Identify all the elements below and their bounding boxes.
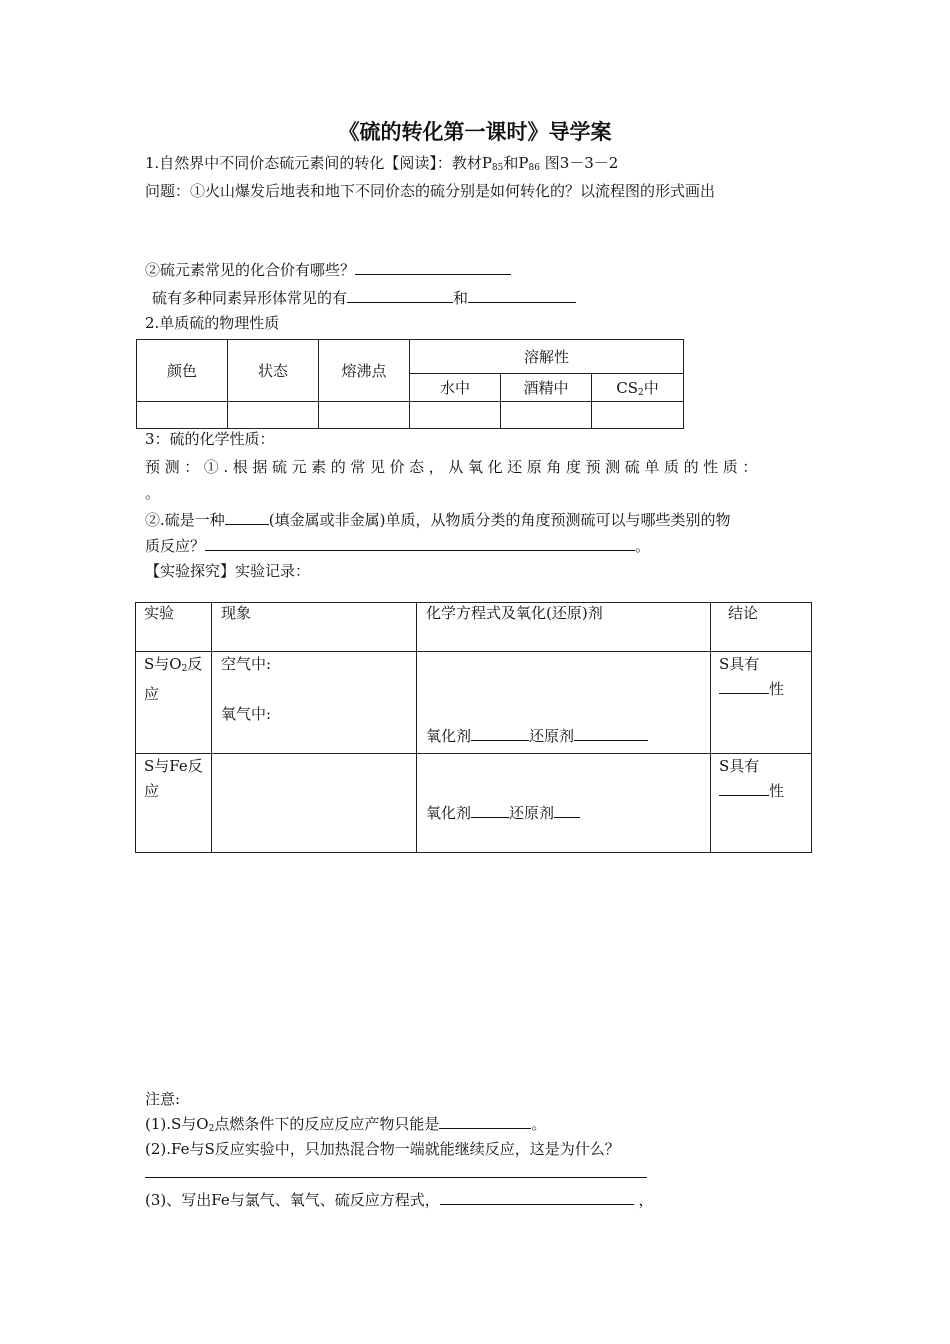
prediction-2-end: 。 <box>635 537 651 555</box>
conclusion-2-suffix: 性 <box>769 782 785 800</box>
header-cs2 <box>592 374 684 402</box>
header-cs2-text: CS <box>616 379 638 397</box>
header-experiment <box>136 603 212 652</box>
question-valence-text: ②硫元素常见的化合价有哪些？ <box>145 261 356 279</box>
header-experiment-text: 实验 <box>144 604 175 622</box>
section-1-text-a: 1.自然界中不同价态硫元素间的转化【阅读】：教材P <box>145 154 492 172</box>
question-valence <box>145 258 511 281</box>
row-s-o2-experiment <box>136 652 212 754</box>
row-s-fe-phenomenon[interactable] <box>212 754 417 853</box>
prediction-1: 预测：①.根据硫元素的常见价态，从氧化还原角度预测硫单质的性质： <box>145 458 762 476</box>
row-s-o2-equation[interactable] <box>417 652 711 754</box>
header-phenomenon-text: 现象 <box>221 604 252 622</box>
row-s-fe-label-b: 应 <box>144 782 160 800</box>
question-volcano: 问题：①火山爆发后地表和地下不同价态的硫分别是如何转化的？以流程图的形式画出 <box>145 182 716 200</box>
answer-cell-melting-point[interactable] <box>319 402 410 429</box>
reductant-label-2: 还原剂 <box>509 804 555 822</box>
conclusion-1-suffix: 性 <box>769 680 785 698</box>
prediction-2-text-b: (填金属或非金属)单质，从物质分类的角度预测硫可以与哪些类别的物 <box>268 511 731 529</box>
row-s-o2-label-c: 应 <box>144 685 160 703</box>
note-1-text-b: 点燃条件下的反应反应产物只能是 <box>214 1115 440 1133</box>
header-solubility: 溶解性 <box>410 340 684 374</box>
answer-cell-cs2[interactable] <box>592 402 684 429</box>
answer-blank-product[interactable] <box>439 1112 531 1129</box>
row-s-fe-experiment <box>136 754 212 853</box>
prediction-2 <box>145 508 731 531</box>
answer-blank-reactant-classes[interactable] <box>205 534 635 551</box>
row-s-o2-agents <box>417 652 710 747</box>
answer-blank-allotrope-2[interactable] <box>468 286 576 303</box>
prediction-2-text-a: ②.硫是一种 <box>145 511 225 529</box>
section-1-heading <box>145 152 618 179</box>
note-1-sub: 2 <box>208 1124 215 1134</box>
physical-properties-table <box>136 339 684 429</box>
section-2-heading: 2.单质硫的物理性质 <box>145 314 280 332</box>
row-s-o2-label-sub: 2 <box>181 664 188 674</box>
answer-cell-water[interactable] <box>410 402 501 429</box>
header-equation <box>417 603 711 652</box>
page-title: 《硫的转化第一课时》导学案 <box>338 119 612 144</box>
note-1-text-a: (1).S与O <box>145 1115 209 1133</box>
answer-blank-reductant-2[interactable] <box>554 801 580 818</box>
reductant-label-1: 还原剂 <box>529 727 575 745</box>
header-equation-text: 化学方程式及氧化(还原)剂 <box>426 604 603 622</box>
answer-blank-property-2[interactable] <box>719 779 769 796</box>
header-conclusion-text: 结论 <box>728 604 759 622</box>
conclusion-2-label: S具有 <box>719 757 760 775</box>
answer-blank-oxidant-2[interactable] <box>471 801 509 818</box>
row-s-o2-label-a: S与O <box>144 655 182 673</box>
page-ref-sub-2: 86 <box>528 163 540 173</box>
row-s-fe-equation[interactable] <box>417 754 711 853</box>
header-cs2-sub: 2 <box>638 388 644 398</box>
note-3-end: ， <box>638 1191 654 1209</box>
note-3 <box>145 1188 654 1211</box>
answer-cell-alcohol[interactable] <box>501 402 592 429</box>
row-s-fe-conclusion <box>711 754 812 853</box>
answer-blank-allotrope-1[interactable] <box>347 286 453 303</box>
answer-blank-property-1[interactable] <box>719 677 769 694</box>
answer-blank-reductant-1[interactable] <box>574 724 648 741</box>
row-s-o2-phenomenon[interactable] <box>212 652 417 754</box>
header-color: 颜色 <box>137 340 228 402</box>
conclusion-1-label: S具有 <box>719 655 760 673</box>
oxidant-label-1: 氧化剂 <box>426 727 472 745</box>
row-s-o2-label-b: 反 <box>187 655 203 673</box>
section-1-text-c: 图3－3－2 <box>539 154 619 172</box>
page-ref-sub-1: 85 <box>491 163 504 173</box>
header-cs2-suffix: 中 <box>643 379 659 397</box>
question-allotropes-and: 和 <box>453 289 469 307</box>
row-s-fe-label-a: S与Fe反 <box>144 757 203 775</box>
answer-cell-color[interactable] <box>137 402 228 429</box>
row-s-o2-conclusion <box>711 652 812 754</box>
experiment-record-table <box>135 602 812 853</box>
phenomenon-in-oxygen-label: 氧气中: <box>221 705 272 723</box>
answer-cell-state[interactable] <box>228 402 319 429</box>
answer-blank-oxidant-1[interactable] <box>471 724 529 741</box>
note-1-end: 。 <box>531 1115 547 1133</box>
prediction-1-end: 。 <box>145 484 161 502</box>
answer-blank-equations[interactable] <box>440 1188 634 1205</box>
header-conclusion <box>711 603 812 652</box>
oxidant-label-2: 氧化剂 <box>426 804 472 822</box>
prediction-2-text-c: 质反应？ <box>145 537 206 555</box>
header-melting-point: 熔沸点 <box>319 340 410 402</box>
question-allotropes-text: 硫有多种同素异形体常见的有 <box>152 289 348 307</box>
notes-heading: 注意: <box>145 1090 181 1108</box>
answer-line-note-2[interactable] <box>145 1177 647 1178</box>
phenomenon-in-air-label: 空气中: <box>221 655 272 673</box>
header-state: 状态 <box>228 340 319 402</box>
header-alcohol: 酒精中 <box>501 374 592 402</box>
header-water: 水中 <box>410 374 501 402</box>
section-3-heading: 3：硫的化学性质： <box>145 430 275 448</box>
answer-blank-valence[interactable] <box>355 258 511 275</box>
row-s-o2-label <box>144 652 211 682</box>
section-1-text-b: 和P <box>503 154 529 172</box>
note-3-text: (3)、写出Fe与氯气、氧气、硫反应方程式， <box>145 1191 440 1209</box>
row-s-fe-agents <box>417 754 710 824</box>
question-allotropes <box>152 286 576 309</box>
prediction-2-line-2 <box>145 534 650 557</box>
note-2: (2).Fe与S反应实验中，只加热混合物一端就能继续反应，这是为什么？ <box>145 1140 620 1158</box>
note-1 <box>145 1112 546 1140</box>
header-phenomenon <box>212 603 417 652</box>
experiment-heading: 【实验探究】实验记录： <box>145 562 311 580</box>
answer-blank-metal-type[interactable] <box>225 508 269 525</box>
